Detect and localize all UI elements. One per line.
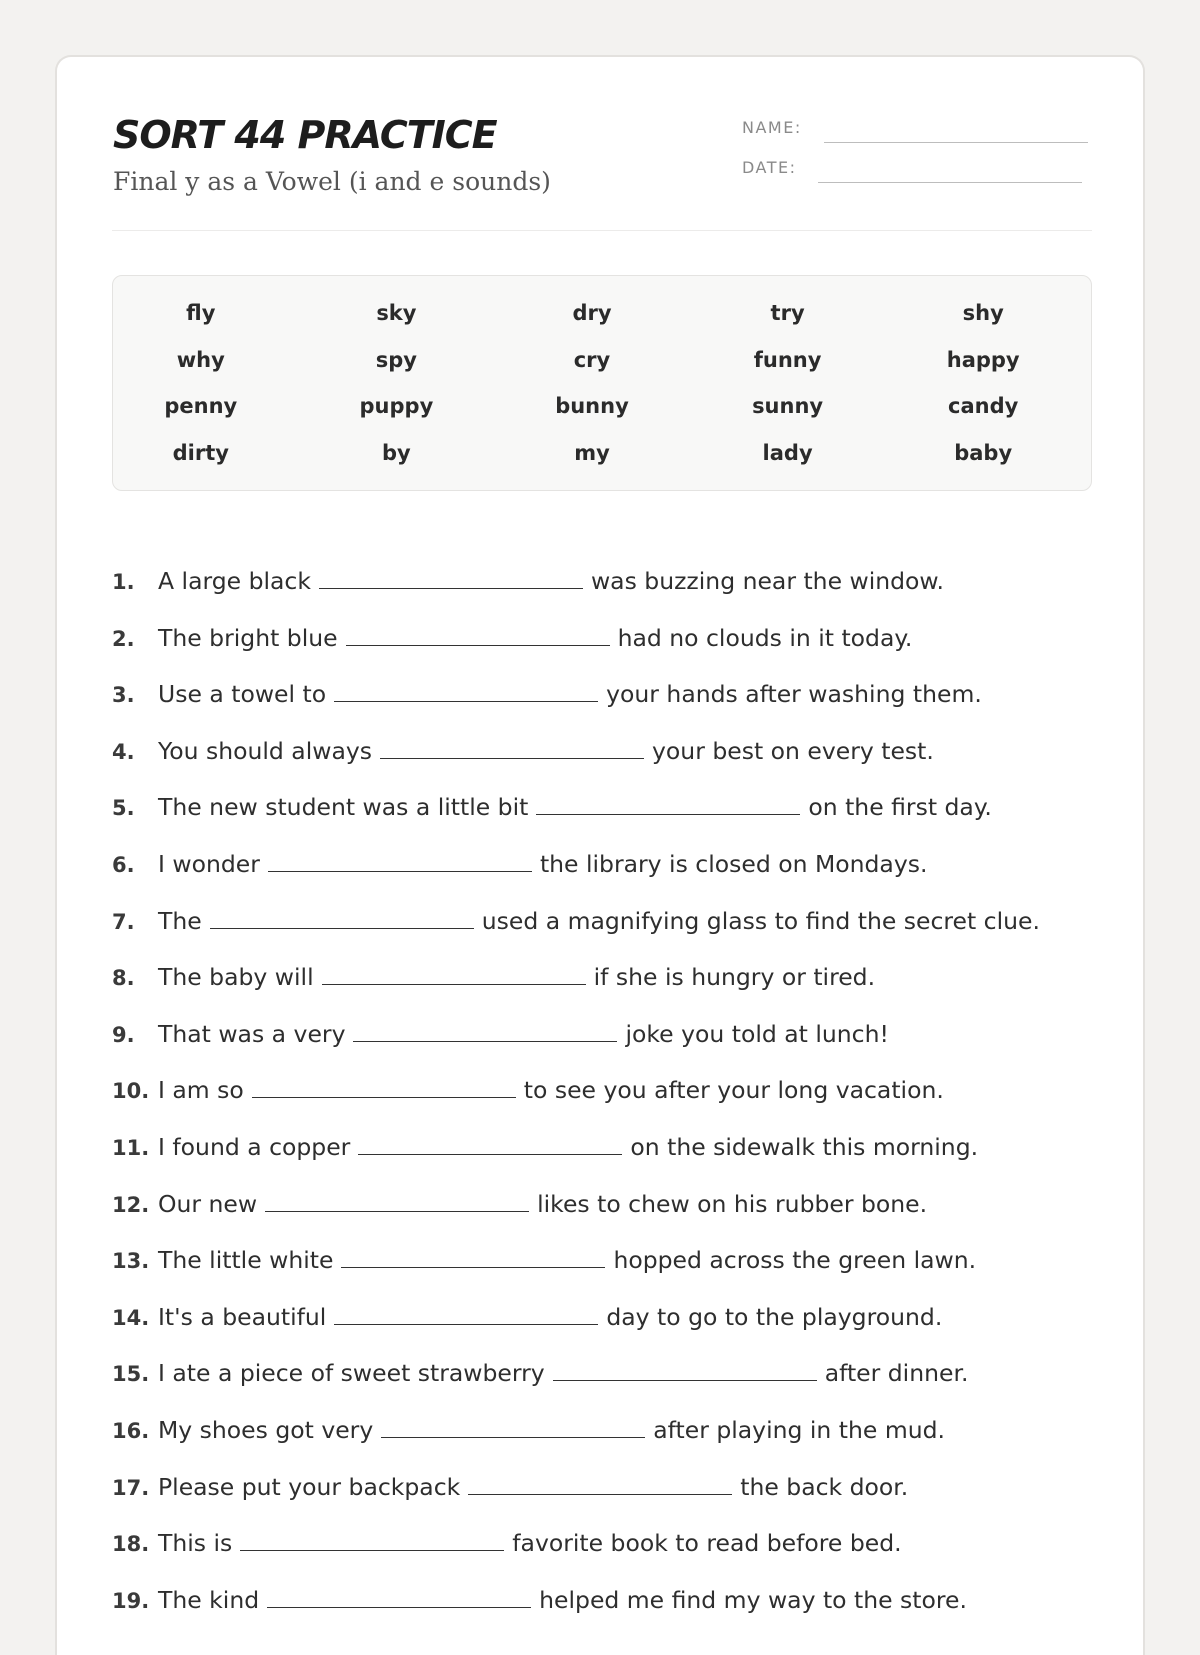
question-text-before: The new student was a little bit bbox=[158, 793, 529, 822]
question-number: 12. bbox=[112, 1192, 150, 1217]
question-item bbox=[112, 1359, 1142, 1416]
question-text bbox=[158, 1190, 927, 1218]
word-bank bbox=[112, 275, 1092, 491]
question-number: 16. bbox=[112, 1418, 150, 1443]
question-text-after: if she is hungry or tired. bbox=[593, 963, 876, 992]
question-text-before: The kind bbox=[158, 1585, 260, 1614]
answer-blank[interactable] bbox=[553, 1360, 817, 1381]
date-field[interactable] bbox=[742, 154, 1092, 184]
question-number: 13. bbox=[112, 1249, 150, 1274]
question-text-after: after dinner. bbox=[824, 1359, 969, 1388]
question-text-after: joke you told at lunch! bbox=[625, 1019, 889, 1048]
worksheet-page bbox=[55, 55, 1145, 1655]
question-text-after: had no clouds in it today. bbox=[617, 623, 913, 652]
answer-blank[interactable] bbox=[380, 738, 644, 759]
question-text bbox=[158, 1473, 908, 1501]
word-bank-item: why bbox=[176, 347, 225, 372]
question-text-after: likes to chew on his rubber bone. bbox=[537, 1189, 928, 1218]
question-text bbox=[158, 963, 875, 991]
question-item bbox=[112, 963, 1142, 1020]
question-text-before: The little white bbox=[158, 1246, 334, 1275]
question-text bbox=[158, 1246, 976, 1274]
question-number: 4. bbox=[112, 739, 135, 764]
question-item bbox=[112, 850, 1142, 907]
worksheet-title: SORT 44 PRACTICE bbox=[113, 113, 497, 157]
word-bank-item: penny bbox=[164, 394, 238, 418]
word-bank-item: try bbox=[770, 301, 805, 325]
question-text-before: I am so bbox=[158, 1076, 244, 1105]
question-item bbox=[112, 1246, 1142, 1303]
question-text-before: The bright blue bbox=[158, 623, 338, 652]
question-item bbox=[112, 1416, 1142, 1473]
question-text-after: used a magnifying glass to find the secret clue. bbox=[481, 906, 1040, 935]
question-item bbox=[112, 1529, 1142, 1586]
question-text-after: your best on every test. bbox=[652, 736, 934, 765]
question-text bbox=[158, 907, 1040, 935]
answer-blank[interactable] bbox=[381, 1417, 645, 1438]
answer-blank[interactable] bbox=[468, 1474, 732, 1495]
answer-blank[interactable] bbox=[334, 1304, 598, 1325]
question-number: 11. bbox=[112, 1135, 150, 1160]
word-bank-item: bunny bbox=[555, 394, 629, 418]
answer-blank[interactable] bbox=[322, 964, 586, 985]
question-number: 5. bbox=[112, 796, 135, 821]
word-bank-item: shy bbox=[962, 301, 1004, 325]
question-item bbox=[112, 737, 1142, 794]
question-number: 19. bbox=[112, 1588, 150, 1613]
word-bank-item: dry bbox=[572, 301, 612, 325]
answer-blank[interactable] bbox=[210, 908, 474, 929]
question-item bbox=[112, 1473, 1142, 1530]
answer-blank[interactable] bbox=[536, 794, 800, 815]
question-text-after: the library is closed on Mondays. bbox=[539, 849, 928, 878]
date-line[interactable] bbox=[818, 182, 1082, 183]
question-text bbox=[158, 624, 912, 652]
question-text bbox=[158, 567, 944, 595]
question-text-before: This is bbox=[158, 1529, 233, 1558]
question-number: 2. bbox=[112, 626, 135, 651]
question-number: 7. bbox=[112, 909, 135, 934]
question-item bbox=[112, 1020, 1142, 1077]
question-text-before: Use a towel to bbox=[158, 680, 327, 709]
word-bank-item: sunny bbox=[752, 394, 824, 418]
question-text-after: helped me find my way to the store. bbox=[539, 1585, 967, 1614]
word-bank-item: fly bbox=[186, 301, 216, 325]
name-line[interactable] bbox=[824, 142, 1088, 143]
answer-blank[interactable] bbox=[267, 1587, 531, 1608]
question-text-after: to see you after your long vacation. bbox=[523, 1076, 944, 1105]
question-item bbox=[112, 793, 1142, 850]
question-text-after: on the first day. bbox=[808, 793, 992, 822]
question-item bbox=[112, 1076, 1142, 1133]
question-text-after: after playing in the mud. bbox=[653, 1415, 945, 1444]
answer-blank[interactable] bbox=[341, 1247, 605, 1268]
question-item bbox=[112, 680, 1142, 737]
answer-blank[interactable] bbox=[265, 1191, 529, 1212]
word-bank-item: funny bbox=[753, 347, 822, 372]
word-bank-item: puppy bbox=[359, 394, 434, 418]
answer-blank[interactable] bbox=[319, 568, 583, 589]
question-text-before: Please put your backpack bbox=[158, 1472, 461, 1501]
question-text-before: A large black bbox=[158, 567, 311, 595]
question-item bbox=[112, 567, 1142, 624]
answer-blank[interactable] bbox=[358, 1134, 622, 1155]
question-text-after: on the sidewalk this morning. bbox=[630, 1132, 979, 1161]
answer-blank[interactable] bbox=[334, 681, 598, 702]
word-bank-item: happy bbox=[946, 347, 1020, 372]
question-text-after: your hands after washing them. bbox=[606, 680, 982, 709]
question-text-before: The bbox=[158, 906, 202, 935]
question-text bbox=[158, 1303, 942, 1331]
question-number: 1. bbox=[112, 570, 135, 594]
header-divider bbox=[112, 230, 1092, 231]
word-bank-item: dirty bbox=[172, 440, 229, 465]
worksheet-subtitle: Final y as a Vowel (i and e sounds) bbox=[113, 167, 551, 196]
question-number: 17. bbox=[112, 1475, 150, 1500]
answer-blank[interactable] bbox=[252, 1077, 516, 1098]
question-item bbox=[112, 1133, 1142, 1190]
question-item bbox=[112, 1303, 1142, 1360]
question-number: 9. bbox=[112, 1022, 135, 1047]
word-bank-item: candy bbox=[948, 394, 1019, 418]
question-text bbox=[158, 1529, 902, 1557]
question-text-after: the back door. bbox=[740, 1472, 909, 1501]
question-number: 18. bbox=[112, 1532, 150, 1557]
question-text bbox=[158, 1133, 978, 1161]
word-bank-item: baby bbox=[954, 440, 1013, 465]
question-text bbox=[158, 680, 982, 708]
question-text-before: I wonder bbox=[158, 849, 260, 878]
question-text bbox=[158, 1020, 889, 1048]
question-item bbox=[112, 1586, 1142, 1643]
question-text-before: You should always bbox=[158, 736, 373, 765]
word-bank-item: my bbox=[574, 440, 610, 465]
question-text-before: I ate a piece of sweet strawberry bbox=[158, 1359, 545, 1388]
question-text bbox=[158, 1359, 968, 1387]
answer-blank[interactable] bbox=[346, 625, 610, 646]
answer-blank[interactable] bbox=[353, 1021, 617, 1042]
question-text-before: Our new bbox=[158, 1189, 258, 1218]
question-item bbox=[112, 907, 1142, 964]
answer-blank[interactable] bbox=[268, 851, 532, 872]
question-text-before: That was a very bbox=[158, 1019, 346, 1048]
question-number: 3. bbox=[112, 683, 135, 708]
question-text-before: My shoes got very bbox=[158, 1415, 374, 1444]
question-text-after: favorite book to read before bed. bbox=[512, 1529, 902, 1558]
question-list bbox=[112, 567, 1142, 1642]
word-bank-item: by bbox=[382, 440, 411, 465]
question-text bbox=[158, 850, 927, 878]
question-text bbox=[158, 737, 934, 765]
question-item bbox=[112, 1190, 1142, 1247]
name-field[interactable] bbox=[742, 114, 1092, 144]
question-text-before: It's a beautiful bbox=[158, 1302, 327, 1331]
question-number: 6. bbox=[112, 852, 135, 877]
question-item bbox=[112, 624, 1142, 681]
question-text-before: The baby will bbox=[158, 963, 314, 992]
name-label: NAME: bbox=[742, 118, 802, 137]
question-number: 14. bbox=[112, 1305, 150, 1330]
question-number: 15. bbox=[112, 1362, 150, 1387]
answer-blank[interactable] bbox=[240, 1530, 504, 1551]
question-text-after: day to go to the playground. bbox=[606, 1302, 943, 1331]
word-bank-item: lady bbox=[762, 440, 813, 465]
word-bank-item: cry bbox=[573, 347, 611, 372]
question-number: 8. bbox=[112, 966, 135, 991]
word-bank-item: spy bbox=[375, 347, 417, 372]
question-text bbox=[158, 793, 992, 821]
question-text-after: hopped across the green lawn. bbox=[613, 1246, 977, 1275]
question-text bbox=[158, 1416, 945, 1444]
question-number: 10. bbox=[112, 1079, 150, 1104]
question-text-after: was buzzing near the window. bbox=[590, 567, 944, 595]
question-text bbox=[158, 1076, 944, 1104]
date-label: DATE: bbox=[742, 158, 797, 177]
question-text-before: I found a copper bbox=[158, 1132, 351, 1161]
word-bank-item: sky bbox=[376, 301, 417, 325]
